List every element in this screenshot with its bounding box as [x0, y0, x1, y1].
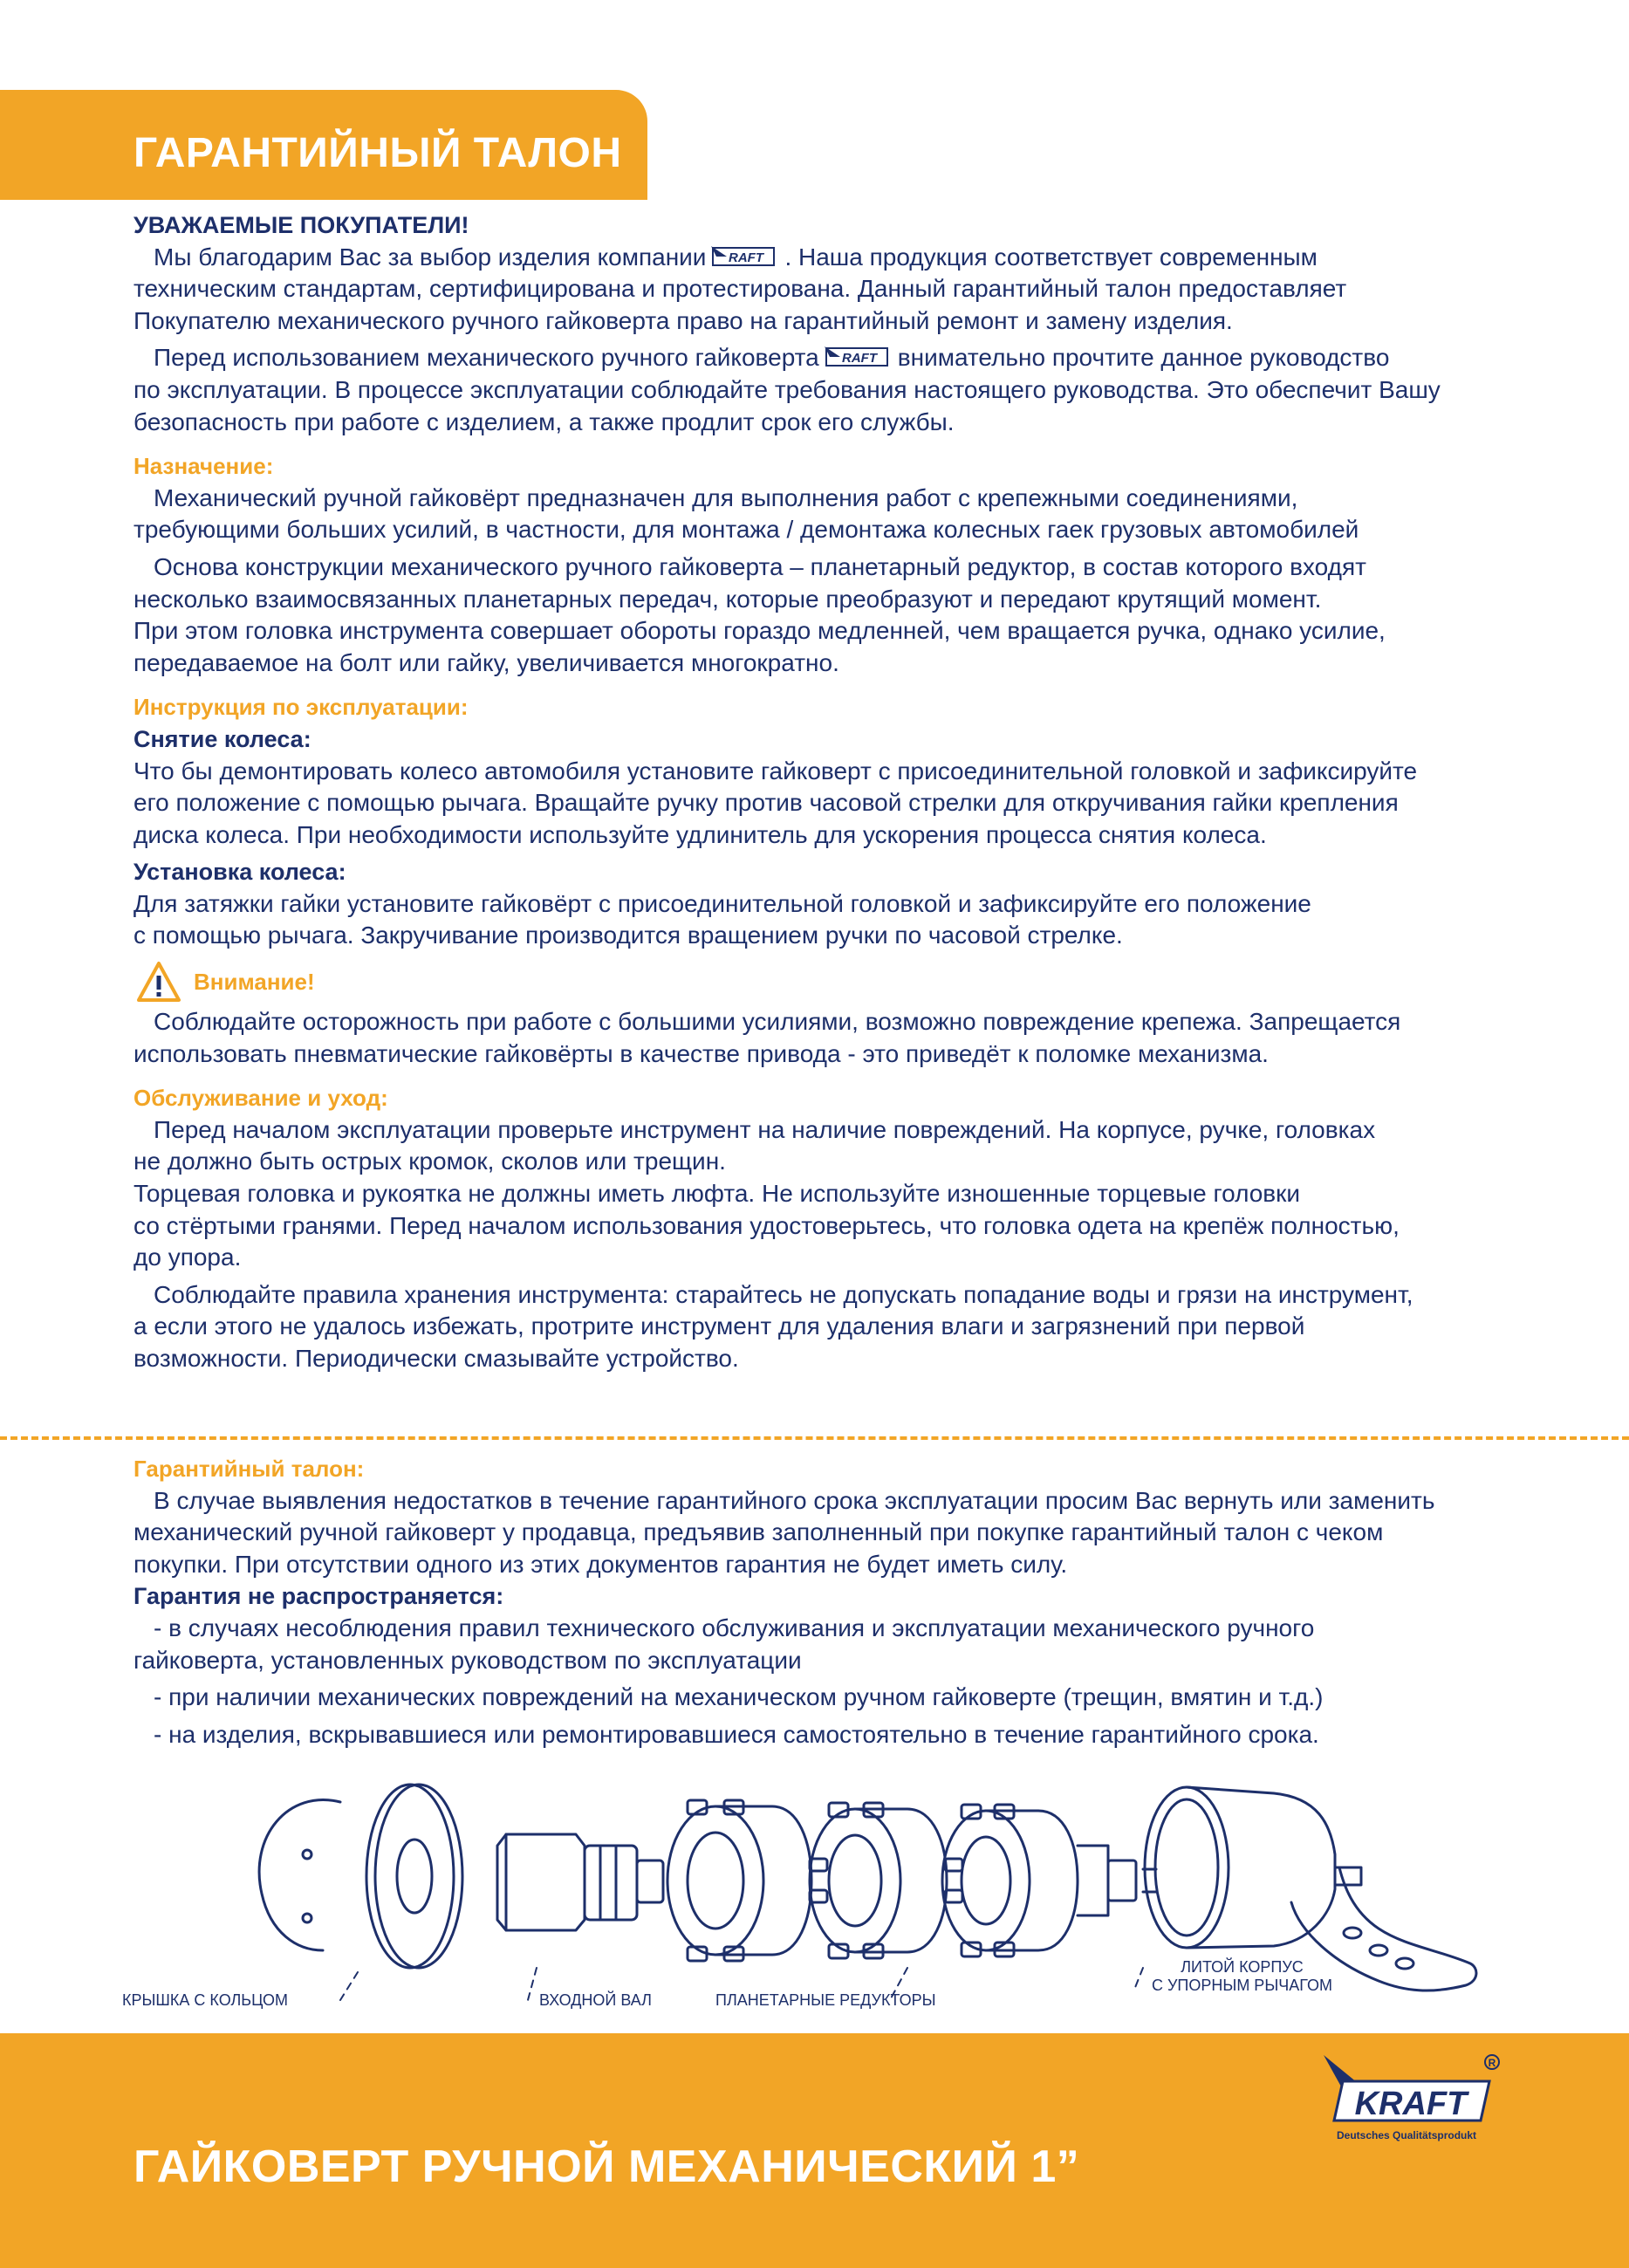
warranty-heading: Гарантийный талон: [133, 1456, 365, 1482]
exploded-diagram [122, 1771, 1518, 2007]
planetary-gear-3 [942, 1805, 1156, 1956]
svg-text:R: R [1488, 2057, 1496, 2069]
exclusion-item-2: - при наличии механических повреждений на механическом ручном гайковерте (трещин, вмятин и т.д.) [154, 1683, 1324, 1711]
kraft-logo-icon [709, 244, 781, 269]
care-paragraph-1: Перед началом эксплуатации проверьте инструмент на наличие повреждений. На корпусе, ручке, головках не должно быть острых кромок, сколов или трещин. Торцевая головка и рукоятка не должны иметь люфта. Не используйте изношенные торцевые головки со стёртыми гранями. Перед началом использования удостоверьтесь, что головка одета на крепёж полностью, до упора. [133, 1115, 1400, 1271]
input-shaft [497, 1834, 585, 1930]
purpose-paragraph-2: Основа конструкции механического ручного гайковерта – планетарный редуктор, в состав которого входят несколько взаимосвязанных планетарных передач, которые преобразуют и передают крутящий момент. При этом головка инструмента совершает обороты гораздо медленней, чем вращается ручка, однако усилие, передаваемое на болт или гайку, увеличивается многократно. [133, 552, 1386, 676]
svg-text:RAFT: RAFT [729, 250, 764, 265]
caption-input-shaft: ВХОДНОЙ ВАЛ [539, 1991, 652, 2009]
caption-housing: ЛИТОЙ КОРПУС С УПОРНЫМ РЫЧАГОМ [1152, 1958, 1332, 1994]
care-heading: Обслуживание и уход: [133, 1085, 388, 1112]
install-paragraph: Для затяжки гайки установите гайковёрт с присоединительной головкой и зафиксируйте его положение с помощью рычага. Закручивание производится вращением ручки по часовой стрелке. [133, 889, 1311, 949]
kraft-logo-icon [823, 345, 894, 369]
snap-ring [259, 1800, 340, 1950]
removal-heading: Снятие колеса: [133, 725, 311, 752]
purpose-paragraph-1: Механический ручной гайковёрт предназначен для выполнения работ с крепежными соединениями, требующими больших усилий, в частности, для монтажа / демонтажа колесных гаек грузовых автомобилей [133, 483, 1359, 544]
caption-planetary-gears: ПЛАНЕТАРНЫЕ РЕДУКТОРЫ [715, 1991, 936, 2009]
warning-icon [136, 961, 181, 1003]
page-title: ГАРАНТИЙНЫЙ ТАЛОН [133, 130, 622, 176]
kraft-brand-logo [1324, 2046, 1507, 2142]
product-title: ГАЙКОВЕРТ РУЧНОЙ МЕХАНИЧЕСКИЙ 1” [133, 2141, 1080, 2192]
exclusion-item-3: - на изделия, вскрывавшиеся или ремонтировавшиеся самостоятельно в течение гарантийного срока. [154, 1720, 1319, 1748]
care-paragraph-2: Соблюдайте правила хранения инструмента: старайтесь не допускать попадание воды и грязи на инструмент, а если этого не удалось избежать, протрите инструмент для удаления влаги и загрязнений при первой возможности. Периодически смазывайте устройство. [133, 1280, 1413, 1372]
greeting-heading: УВАЖАЕМЫЕ ПОКУПАТЕЛИ! [133, 212, 469, 238]
warning-label: Внимание! [194, 968, 315, 995]
svg-text:RAFT: RAFT [841, 351, 877, 367]
greeting-paragraph-1: Мы благодарим Вас за выбор изделия компании RAFT . Наша продукция соответствует современным техническим стандартам, сертифицирована и протестирована. Данный гарантийный талон предоставляет Покупателю механического ручного гайковерта право на гарантийный ремонт и замену изделия. [133, 243, 1347, 334]
document-body [133, 209, 1468, 1375]
dashed-divider [0, 1436, 1629, 1440]
exclusions-heading: Гарантия не распространяется: [133, 1583, 504, 1610]
purpose-heading: Назначение: [133, 453, 274, 480]
greeting-paragraph-2: Перед использованием механического ручного гайковерта RAFT внимательно прочтите данное руководство по эксплуатации. В процессе эксплуатации соблюдайте требования настоящего руководства. Это обеспечит Вашу безопасность при работе с изделием, а также продлит срок его службы. [133, 344, 1441, 435]
instructions-heading: Инструкция по эксплуатации: [133, 694, 469, 721]
cover-disc [366, 1785, 454, 1968]
removal-paragraph: Что бы демонтировать колесо автомобиля установите гайковерт с присоединительной головкой и зафиксируйте его положение с помощью рычага. Вращайте ручку против часовой стрелки для откручивания гайки крепления диска колеса. При необходимости используйте удлинитель для ускорения процесса снятия колеса. [133, 757, 1418, 848]
ring-eye-bottom [303, 1914, 311, 1922]
caption-cover: КРЫШКА С КОЛЬЦОМ [122, 1991, 289, 2009]
brand-tagline: Deutsches Qualitätsprodukt [1337, 2129, 1477, 2141]
warning-row [136, 961, 1468, 1003]
exclusion-item-1: - в случаях несоблюдения правил технического обслуживания и эксплуатации механического ручного гайковерта, установленных руководством по эксплуатации [133, 1614, 1315, 1674]
warranty-paragraph: В случае выявления недостатков в течение гарантийного срока эксплуатации просим Вас вернуть или заменить механический ручной гайковерт у продавца, предъявив заполненный при покупке гарантийный талон с чеком покупки. При отсутствии одного из этих документов гарантия не будет иметь силу. [133, 1486, 1435, 1578]
warranty-section [133, 1453, 1468, 1751]
ring-eye-top [303, 1850, 311, 1859]
planetary-gear-2 [810, 1803, 962, 1958]
warning-paragraph: Соблюдайте осторожность при работе с большими усилиями, возможно повреждение крепежа. Запрещается использовать пневматические гайковёрты в качестве привода - это приведёт к поломке механизма. [133, 1008, 1401, 1067]
install-heading: Установка колеса: [133, 859, 346, 886]
planetary-gear-1 [667, 1800, 827, 1961]
svg-text:KRAFT: KRAFT [1354, 2086, 1468, 2122]
